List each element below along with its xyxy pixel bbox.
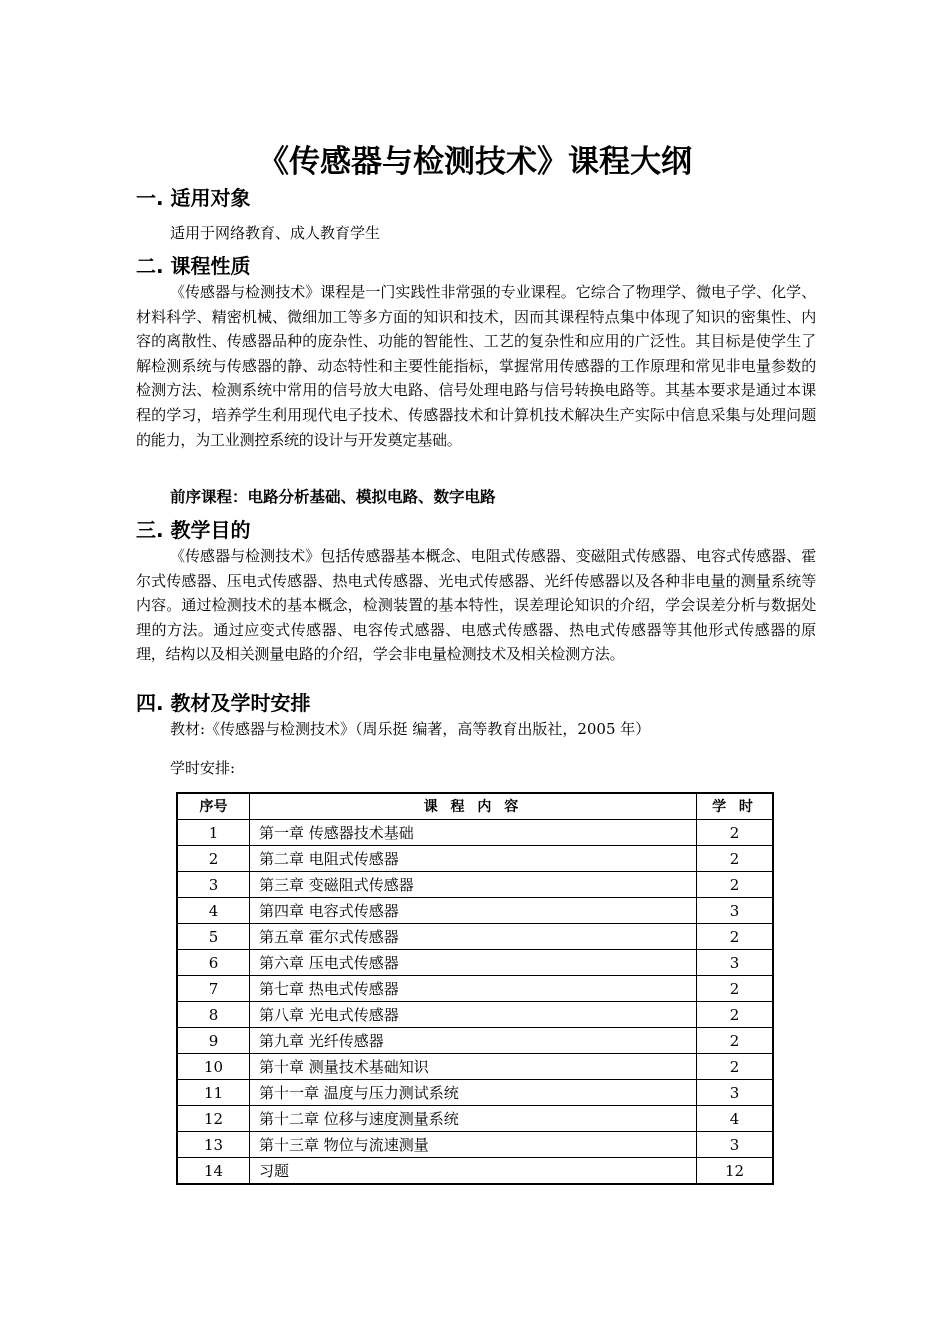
- row-content: 第五章 霍尔式传感器: [250, 924, 697, 950]
- row-number: 5: [177, 924, 250, 950]
- row-content: 第八章 光电式传感器: [250, 1002, 697, 1028]
- row-number: 10: [177, 1054, 250, 1080]
- column-header-hours: 学 时: [697, 793, 774, 820]
- table-row: [177, 1106, 773, 1132]
- textbook-line: 教材:《传感器与检测技术》（周乐挺 编著，高等教育出版社，2005 年）: [170, 720, 651, 738]
- row-number: 13: [177, 1132, 250, 1158]
- table-row: [177, 1002, 773, 1028]
- row-number: 14: [177, 1158, 250, 1185]
- row-content: 第二章 电阻式传感器: [250, 846, 697, 872]
- hours-label: 学时安排:: [170, 759, 236, 777]
- row-content: 第一章 传感器技术基础: [250, 820, 697, 846]
- table-row: [177, 820, 773, 846]
- row-hours: 3: [697, 898, 774, 924]
- column-header-content: 课 程 内 容: [250, 793, 697, 820]
- row-number: 2: [177, 846, 250, 872]
- row-number: 6: [177, 950, 250, 976]
- table-row: [177, 950, 773, 976]
- row-hours: 2: [697, 976, 774, 1002]
- row-content: 第九章 光纤传感器: [250, 1028, 697, 1054]
- row-content: 第十一章 温度与压力测试系统: [250, 1080, 697, 1106]
- row-number: 4: [177, 898, 250, 924]
- row-content: 第四章 电容式传感器: [250, 898, 697, 924]
- table-header-row: [177, 793, 773, 820]
- row-number: 11: [177, 1080, 250, 1106]
- row-hours: 2: [697, 1002, 774, 1028]
- row-content: 第三章 变磁阻式传感器: [250, 872, 697, 898]
- table-row: [177, 1028, 773, 1054]
- prerequisite-courses: 前序课程：电路分析基础、模拟电路、数字电路: [170, 488, 496, 506]
- row-number: 8: [177, 1002, 250, 1028]
- table-row: [177, 1054, 773, 1080]
- row-hours: 2: [697, 820, 774, 846]
- table-row: [177, 1080, 773, 1106]
- section-heading-objectives: 三. 教学目的: [136, 518, 251, 542]
- page-title: 《传感器与检测技术》课程大纲: [258, 144, 692, 180]
- row-hours: 12: [697, 1158, 774, 1185]
- table-row: [177, 976, 773, 1002]
- row-content: 第六章 压电式传感器: [250, 950, 697, 976]
- row-hours: 2: [697, 872, 774, 898]
- row-hours: 3: [697, 950, 774, 976]
- section-heading-target: 一. 适用对象: [136, 186, 251, 210]
- table-row: [177, 924, 773, 950]
- row-hours: 3: [697, 1132, 774, 1158]
- table-row: [177, 1158, 773, 1185]
- table-row: [177, 1132, 773, 1158]
- section-heading-nature: 二. 课程性质: [136, 254, 251, 278]
- table-row: [177, 898, 773, 924]
- course-nature-paragraph: 《传感器与检测技术》课程是一门实践性非常强的专业课程。它综合了物理学、微电子学、化学、材料科学、精密机械、微细加工等多方面的知识和技术，因而其课程特点集中体现了知识的密集性、内容的离散性、传感器品种的庞杂性、功能的智能性、工艺的复杂性和应用的广泛性。其目标是使学生了解检测系统与传感器的静、动态特性和主要性能指标，掌握常用传感器的工作原理和常见非电量参数的检测方法、检测系统中常用的信号放大电路、信号处理电路与信号转换电路等。其基本要求是通过本课程的学习，培养学生利用现代电子技术、传感器技术和计算机技术解决生产实际中信息采集与处理问题的能力，为工业测控系统的设计与开发奠定基础。: [136, 283, 816, 449]
- row-content: 习题: [250, 1158, 697, 1185]
- row-content: 第十章 测量技术基础知识: [250, 1054, 697, 1080]
- row-number: 9: [177, 1028, 250, 1054]
- row-hours: 3: [697, 1080, 774, 1106]
- row-content: 第十二章 位移与速度测量系统: [250, 1106, 697, 1132]
- table-row: [177, 846, 773, 872]
- row-number: 7: [177, 976, 250, 1002]
- table-row: [177, 872, 773, 898]
- teaching-objectives-paragraph: 《传感器与检测技术》包括传感器基本概念、电阻式传感器、变磁阻式传感器、电容式传感器、霍尔式传感器、压电式传感器、热电式传感器、光电式传感器、光纤传感器以及各种非电量的测量系统等内容。通过检测技术的基本概念，检测装置的基本特性，误差理论知识的介绍，学会误差分析与数据处理的方法。通过应变式传感器、电容传式感器、电感式传感器、热电式传感器等其他形式传感器的原理，结构以及相关测量电路的介绍，学会非电量检测技术及相关检测方法。: [136, 547, 816, 664]
- row-hours: 4: [697, 1106, 774, 1132]
- row-hours: 2: [697, 1028, 774, 1054]
- row-content: 第七章 热电式传感器: [250, 976, 697, 1002]
- schedule-table: [176, 792, 774, 1185]
- row-number: 12: [177, 1106, 250, 1132]
- row-content: 第十三章 物位与流速测量: [250, 1132, 697, 1158]
- row-hours: 2: [697, 846, 774, 872]
- row-hours: 2: [697, 924, 774, 950]
- section-heading-textbook: 四. 教材及学时安排: [136, 691, 311, 715]
- row-number: 3: [177, 872, 250, 898]
- row-number: 1: [177, 820, 250, 846]
- column-header-number: 序号: [177, 793, 250, 820]
- target-audience-text: 适用于网络教育、成人教育学生: [170, 224, 381, 242]
- row-hours: 2: [697, 1054, 774, 1080]
